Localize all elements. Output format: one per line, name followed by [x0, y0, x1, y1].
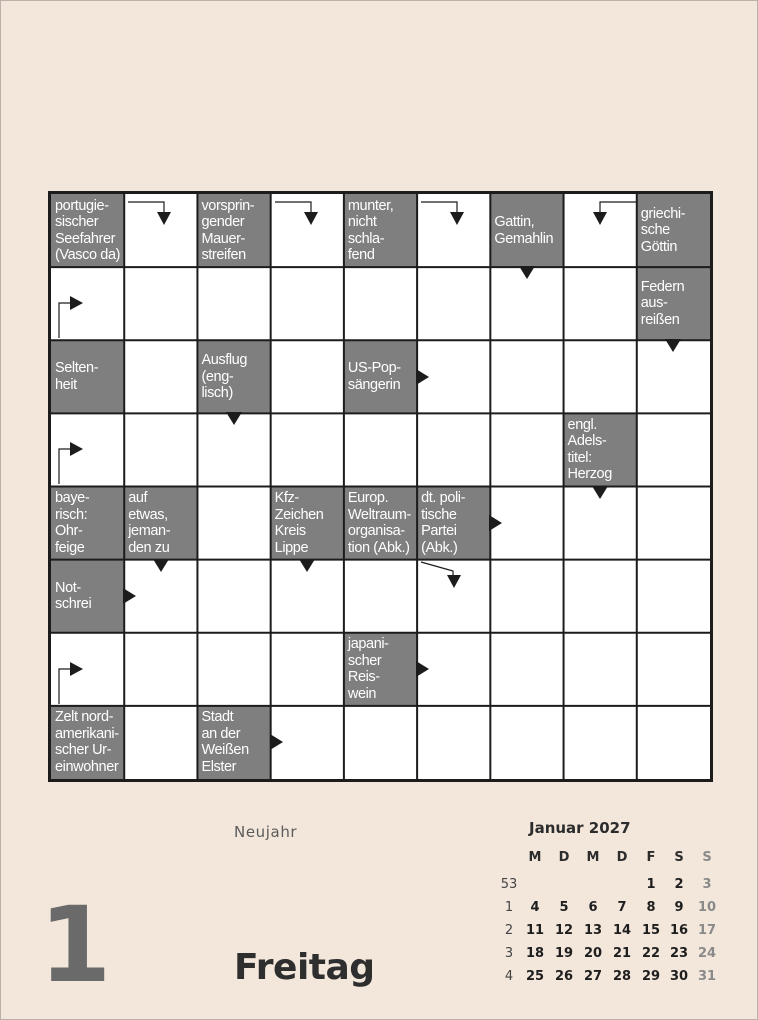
weekday-header: S: [674, 850, 684, 865]
clue-text-line: tische: [421, 506, 457, 523]
clue-text-line: Herzog: [567, 466, 612, 483]
clue-text-line: Federn: [640, 278, 685, 295]
clue-text-line: jeman-: [128, 523, 171, 540]
week-number: 1: [504, 900, 514, 915]
answer-cell[interactable]: [124, 633, 197, 706]
calendar-day[interactable]: 20: [583, 946, 603, 961]
clue-text-line: etwas,: [128, 506, 168, 523]
day-number: 1: [39, 884, 112, 1006]
clue-text-line: US-Pop-: [347, 360, 401, 377]
clue-text-line: (eng-: [201, 368, 234, 385]
answer-cell[interactable]: [124, 194, 197, 267]
week-number: 3: [504, 946, 514, 961]
calendar-day[interactable]: 17: [697, 923, 717, 938]
clue-text-line: an der: [201, 725, 241, 742]
clue-text-line: Partei: [421, 523, 457, 540]
answer-cell[interactable]: [271, 560, 344, 633]
clue-cell: [51, 487, 124, 560]
answer-cell[interactable]: [490, 560, 563, 633]
clue-text-line: Adels-: [567, 433, 607, 450]
answer-cell[interactable]: [124, 560, 197, 633]
answer-cell[interactable]: [564, 194, 637, 267]
answer-cell[interactable]: [564, 633, 637, 706]
clue-text-line: den zu: [128, 539, 170, 556]
clue-text-line: sischer: [55, 214, 99, 231]
calendar-day[interactable]: 7: [617, 900, 627, 915]
answer-cell[interactable]: [564, 487, 637, 560]
clue-text-line: risch:: [55, 506, 88, 523]
answer-cell[interactable]: [197, 560, 270, 633]
clue-cell: [564, 413, 637, 486]
clue-cell: [490, 194, 563, 267]
calendar-day[interactable]: 14: [612, 923, 632, 938]
clue-text-line: amerikani-: [55, 725, 119, 742]
answer-cell[interactable]: [637, 487, 710, 560]
weekday-header: S: [702, 850, 712, 865]
calendar-day[interactable]: 18: [525, 946, 545, 961]
calendar-day[interactable]: 24: [697, 946, 717, 961]
answer-cell[interactable]: [271, 340, 344, 413]
answer-cell[interactable]: [564, 267, 637, 340]
answer-cell[interactable]: [124, 267, 197, 340]
clue-text-line: (Vasco da): [55, 247, 121, 264]
weekday-header: F: [646, 850, 656, 865]
clue-cell: [637, 267, 710, 340]
clue-text-line: Selten-: [55, 360, 99, 377]
calendar-day[interactable]: 21: [612, 946, 632, 961]
clue-text-line: (Abk.): [421, 539, 458, 556]
clue-text-line: Weltraum-: [347, 506, 411, 523]
weekday-header: D: [558, 850, 570, 865]
answer-cell[interactable]: [490, 633, 563, 706]
answer-cell[interactable]: [490, 706, 563, 779]
answer-cell[interactable]: [490, 487, 563, 560]
clue-cell: [51, 340, 124, 413]
answer-cell[interactable]: [417, 194, 490, 267]
crossword-grid: [48, 191, 713, 782]
answer-cell[interactable]: [271, 633, 344, 706]
answer-cell[interactable]: [564, 706, 637, 779]
clue-text-line: griechi-: [640, 205, 686, 222]
answer-cell[interactable]: [197, 633, 270, 706]
calendar-day[interactable]: 31: [697, 969, 717, 984]
answer-cell[interactable]: [197, 413, 270, 486]
clue-text-line: Reis-: [347, 669, 380, 686]
answer-cell[interactable]: [344, 560, 417, 633]
calendar-day[interactable]: 8: [646, 900, 656, 915]
calendar-day[interactable]: 26: [554, 969, 574, 984]
calendar-day[interactable]: 28: [612, 969, 632, 984]
calendar-day[interactable]: 23: [669, 946, 689, 961]
clue-text-line: Göttin: [640, 238, 678, 255]
calendar-day[interactable]: 29: [641, 969, 661, 984]
clue-text-line: Ausflug: [201, 352, 248, 369]
calendar-day[interactable]: 30: [669, 969, 689, 984]
answer-cell[interactable]: [417, 413, 490, 486]
weekday-label: Freitag: [234, 947, 375, 988]
clue-text-line: aus-: [640, 295, 668, 312]
answer-cell[interactable]: [271, 194, 344, 267]
calendar-day[interactable]: 5: [559, 900, 569, 915]
clue-text-line: Ohr-: [55, 523, 83, 540]
clue-text-line: Europ.: [347, 490, 389, 507]
answer-cell[interactable]: [637, 560, 710, 633]
answer-cell[interactable]: [490, 267, 563, 340]
calendar-day[interactable]: 27: [583, 969, 603, 984]
week-number: 2: [504, 923, 514, 938]
clue-text-line: titel:: [567, 449, 592, 466]
clue-text-line: dt. poli-: [421, 490, 466, 507]
clue-cell: [197, 706, 270, 779]
clue-text-line: nicht: [347, 214, 377, 231]
clue-text-line: fend: [347, 247, 375, 264]
clue-cell: [344, 487, 417, 560]
calendar-day[interactable]: 10: [697, 900, 717, 915]
answer-cell[interactable]: [637, 413, 710, 486]
week-number: 4: [504, 969, 514, 984]
clue-cell: [51, 560, 124, 633]
clue-text-line: reißen: [640, 311, 680, 328]
clue-text-line: gender: [201, 214, 245, 231]
clue-text-line: schla-: [347, 230, 385, 247]
answer-cell[interactable]: [637, 633, 710, 706]
answer-cell[interactable]: [564, 560, 637, 633]
clue-text-line: scher: [347, 652, 382, 669]
answer-cell[interactable]: [417, 267, 490, 340]
clue-cell: [344, 633, 417, 706]
week-number: 53: [500, 877, 518, 892]
calendar-day[interactable]: 4: [530, 900, 540, 915]
clue-text-line: Gemahlin: [494, 230, 554, 247]
clue-cell: [197, 340, 270, 413]
calendar-day[interactable]: 15: [641, 923, 661, 938]
clue-cell: [197, 194, 270, 267]
clue-text-line: Mauer-: [201, 230, 245, 247]
calendar-day[interactable]: 19: [554, 946, 574, 961]
clue-text-line: munter,: [347, 197, 394, 214]
answer-cell[interactable]: [564, 340, 637, 413]
clue-text-line: Stadt: [201, 709, 234, 726]
clue-text-line: auf: [128, 490, 148, 507]
answer-cell[interactable]: [124, 413, 197, 486]
clue-text-line: heit: [55, 376, 77, 393]
clue-text-line: Elster: [201, 758, 237, 775]
clue-text-line: streifen: [201, 247, 246, 264]
answer-cell[interactable]: [124, 340, 197, 413]
calendar-day[interactable]: 22: [641, 946, 661, 961]
clue-text-line: wein: [347, 685, 377, 702]
clue-cell: [124, 487, 197, 560]
clue-text-line: Gattin,: [494, 214, 535, 231]
answer-cell[interactable]: [417, 560, 490, 633]
answer-cell[interactable]: [417, 633, 490, 706]
calendar-day[interactable]: 2: [674, 877, 684, 892]
answer-cell[interactable]: [344, 267, 417, 340]
clue-text-line: japani-: [347, 636, 389, 653]
clue-text-line: einwohner: [55, 758, 119, 775]
answer-cell[interactable]: [197, 267, 270, 340]
answer-cell[interactable]: [197, 487, 270, 560]
holiday-label: Neujahr: [234, 823, 298, 841]
calendar-day[interactable]: 11: [525, 923, 545, 938]
clue-cell: [51, 194, 124, 267]
clue-text-line: Zelt nord-: [55, 709, 114, 726]
calendar-day[interactable]: 13: [583, 923, 603, 938]
weekday-header: D: [616, 850, 628, 865]
clue-text-line: schrei: [55, 596, 92, 613]
clue-cell: [51, 706, 124, 779]
calendar-day[interactable]: 1: [646, 877, 656, 892]
clue-text-line: Weißen: [201, 742, 249, 759]
answer-cell[interactable]: [51, 267, 124, 340]
answer-cell[interactable]: [417, 706, 490, 779]
clue-text-line: feige: [55, 539, 85, 556]
clue-cell: [637, 194, 710, 267]
answer-cell[interactable]: [344, 706, 417, 779]
answer-cell[interactable]: [271, 267, 344, 340]
clue-cell: [271, 487, 344, 560]
clue-text-line: sche: [640, 222, 670, 239]
answer-cell[interactable]: [51, 633, 124, 706]
calendar-day[interactable]: 12: [554, 923, 574, 938]
answer-cell[interactable]: [417, 340, 490, 413]
answer-cell[interactable]: [271, 706, 344, 779]
clue-text-line: Not-: [55, 579, 81, 596]
answer-cell[interactable]: [51, 413, 124, 486]
weekday-header: M: [528, 850, 542, 865]
calendar-day[interactable]: 16: [669, 923, 689, 938]
answer-cell[interactable]: [271, 413, 344, 486]
clue-text-line: Lippe: [274, 539, 309, 556]
answer-cell[interactable]: [637, 706, 710, 779]
clue-text-line: engl.: [567, 416, 597, 433]
clue-text-line: sängerin: [347, 376, 401, 393]
calendar-day[interactable]: 25: [525, 969, 545, 984]
clue-text-line: portugie-: [55, 197, 109, 214]
clue-text-line: Seefahrer: [55, 230, 116, 247]
clue-cell: [344, 194, 417, 267]
calendar-day[interactable]: 6: [588, 900, 598, 915]
answer-cell[interactable]: [637, 340, 710, 413]
answer-cell[interactable]: [490, 413, 563, 486]
answer-cell[interactable]: [344, 413, 417, 486]
month-title: Januar 2027: [529, 819, 631, 837]
calendar-day[interactable]: 3: [702, 877, 712, 892]
clue-text-line: Kreis: [274, 523, 306, 540]
clue-text-line: vorsprin-: [201, 197, 255, 214]
clue-text-line: scher Ur-: [55, 742, 112, 759]
weekday-header: M: [586, 850, 600, 865]
clue-text-line: baye-: [55, 490, 90, 507]
clue-text-line: organisa-: [347, 523, 405, 540]
clue-text-line: Kfz-: [274, 490, 299, 507]
clue-cell: [417, 487, 490, 560]
calendar-day[interactable]: 9: [674, 900, 684, 915]
answer-cell[interactable]: [490, 340, 563, 413]
clue-text-line: Zeichen: [274, 506, 324, 523]
clue-cell: [344, 340, 417, 413]
answer-cell[interactable]: [124, 706, 197, 779]
clue-text-line: tion (Abk.): [347, 539, 410, 556]
clue-text-line: lisch): [201, 385, 233, 402]
